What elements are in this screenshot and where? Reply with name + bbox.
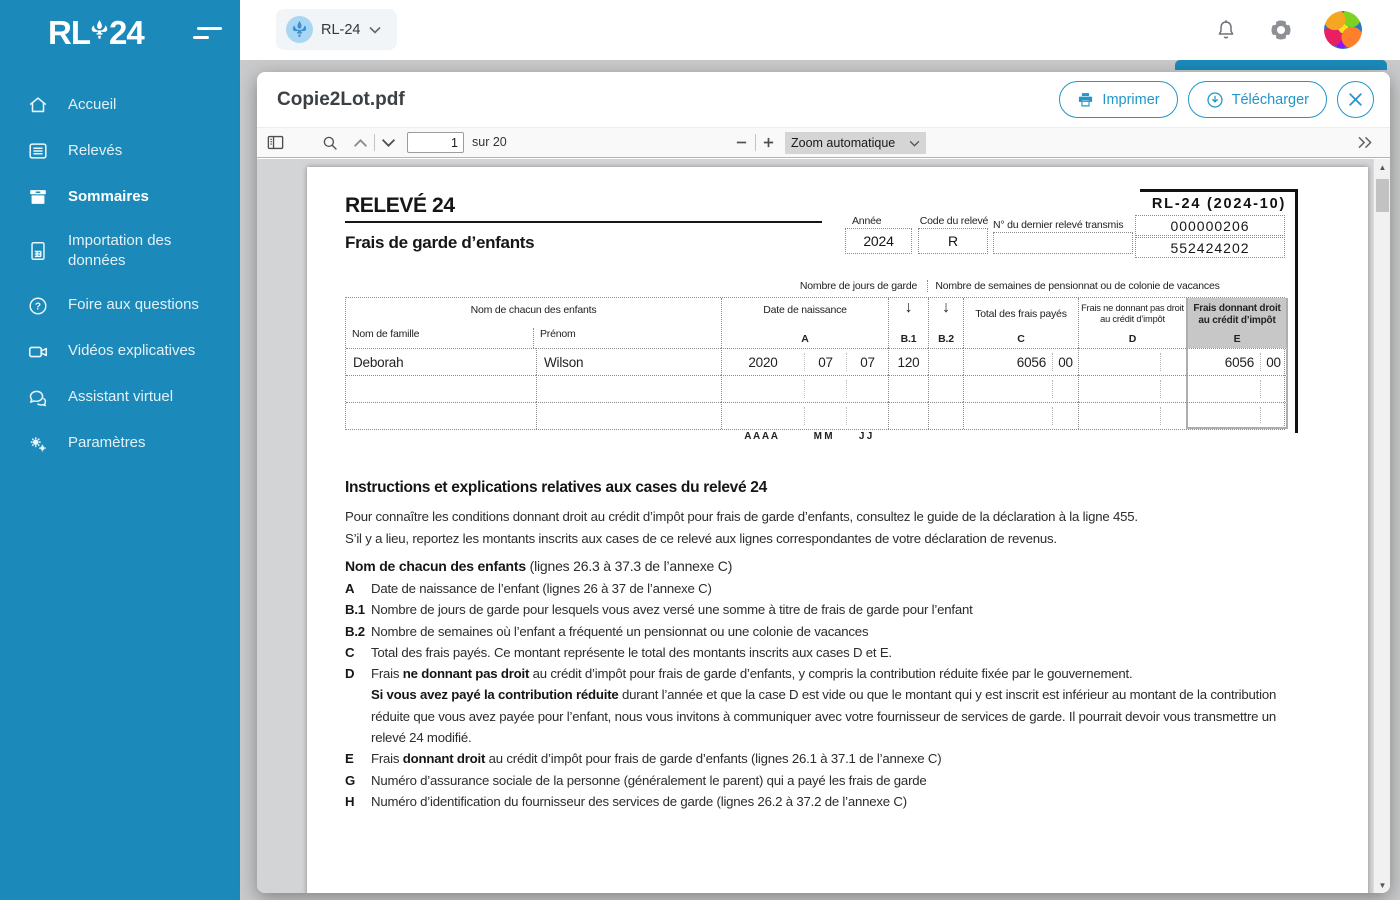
toolbar-more-tools-icon[interactable]: [1357, 128, 1374, 157]
instruction-item-a: A Date de naissance de l’enfant (lignes 26 à 37 de l’annexe C): [345, 581, 712, 596]
sidebar-item-label: Assistant virtuel: [68, 388, 174, 406]
zoom-level-label: Zoom automatique: [791, 136, 896, 150]
instructions-paragraph: S’il y a lieu, reportez les montants inscrits aux cases de ce relevé aux lignes correspondantes de votre déclaration de revenus.: [345, 530, 1057, 546]
sidebar-item-label: Importation des données: [68, 232, 172, 270]
sidebar-logo-row: [0, 0, 240, 58]
instruction-item-b1: B.1 Nombre de jours de garde pour lesquels vous avez versé une somme à titre de frais de garde pour l’enfant: [345, 602, 973, 618]
scroll-down-arrow-icon[interactable]: ▼: [1378, 880, 1387, 890]
instruction-item-c: C Total des frais payés. Ce montant représente le total des montants inscrits aux cases D et E.: [345, 644, 892, 660]
instruction-item-d: D Frais ne donnant pas droit au crédit d’impôt pour frais de garde d’enfants, y compris la contribution réduite fixée par le gouvernement.: [345, 666, 1133, 682]
fleur-de-lis-badge-icon: [286, 16, 313, 43]
instruction-item-d-note: Si vous avez payé la contribution réduite durant l’année et que la case D est vide ou que le montant qui y est inscrit est inférieur au montant de la contribution réduite que vous avez payée pour l’enfant, nous vous invitons à communiquer avec votre fournisseur de services de garde. Il pourrait devoir vous transmettre un relevé 24 modifié.: [371, 687, 1277, 746]
sidebar-toggle-button[interactable]: [193, 27, 222, 39]
chevron-down-icon: [369, 21, 381, 39]
chat-icon: [26, 386, 50, 410]
close-icon: [1348, 92, 1363, 107]
code-releve-label: Code du relevé: [919, 215, 989, 227]
table-row-empty: [346, 375, 1284, 402]
instructions-subheading: Nom de chacun des enfants (lignes 26.3 à 37.3 de l’annexe C): [345, 558, 733, 574]
app-logo: [48, 14, 144, 52]
cell-c-amount: 6056: [1016, 354, 1046, 370]
code-releve-value: R: [918, 228, 988, 254]
sidebar-item-importation[interactable]: [0, 220, 240, 283]
header-nom-famille: Nom de famille: [352, 328, 420, 340]
sidebar-item-accueil[interactable]: [0, 82, 240, 128]
instruction-item-e: E Frais donnant droit au crédit d’impôt pour frais de garde d’enfants (lignes 26.1 à 37.1 de l’annexe C): [345, 751, 942, 767]
instruction-item-b2: B.2 Nombre de semaines où l’enfant a fréquenté un pensionnat ou une colonie de vacances: [345, 623, 869, 639]
user-avatar[interactable]: [1324, 11, 1362, 49]
sidebar: [0, 0, 240, 900]
sidebar-item-sommaires[interactable]: [0, 174, 240, 220]
logo-text-right: 24: [109, 14, 144, 51]
legend-year: A A A A: [744, 431, 778, 442]
form-title: RELEVÉ 24: [345, 194, 822, 223]
dernier-releve-value: [993, 232, 1133, 254]
cell-date-yyyy: 2020: [748, 354, 778, 370]
pdf-viewport: [257, 159, 1390, 893]
sidebar-item-label: Foire aux questions: [68, 296, 199, 314]
printer-icon: [1077, 91, 1094, 108]
print-button-label: Imprimer: [1102, 91, 1160, 108]
cell-date-dd: 07: [846, 353, 888, 371]
zoom-out-icon[interactable]: [735, 128, 748, 157]
span-label-jours: Nombre de jours de garde: [799, 280, 918, 292]
obscured-page-element: [1175, 60, 1387, 70]
form-version: RL-24 (2024-10): [1151, 196, 1287, 212]
instructions-section: [345, 479, 1286, 812]
sidebar-item-label: Accueil: [68, 95, 117, 113]
chevron-down-icon: [909, 136, 920, 150]
page-count-label: sur 20: [472, 135, 507, 149]
legend-month: M M: [813, 431, 833, 442]
svg-text:?: ?: [34, 301, 42, 313]
download-button-label: Télécharger: [1231, 91, 1309, 108]
scroll-up-arrow-icon[interactable]: ▲: [1378, 162, 1387, 172]
toggle-sidebar-icon[interactable]: [266, 128, 285, 157]
close-modal-button[interactable]: [1337, 81, 1374, 118]
instruction-item-h: H Numéro d’identification du fournisseur des services de garde (lignes 26.2 à 37.2 de l’annexe C): [345, 793, 907, 809]
annee-value: 2024: [845, 228, 912, 254]
download-button[interactable]: [1188, 81, 1327, 118]
print-button[interactable]: [1059, 81, 1177, 118]
down-arrow-icon: ↓: [904, 299, 913, 316]
form-corner-line-right: [1295, 189, 1298, 433]
header-frais-non-admissibles: Frais ne donnant pas droit au crédit d’impôt: [1081, 303, 1184, 324]
pdf-viewer-modal: [257, 72, 1390, 893]
header-letter-b2: B.2: [938, 333, 954, 345]
search-icon[interactable]: [321, 128, 339, 157]
import-icon: [26, 239, 50, 263]
sidebar-item-label: Paramètres: [68, 434, 146, 452]
span-label-semaines: Nombre de semaines de pensionnat ou de colonie de vacances: [927, 280, 1227, 292]
cell-c-cents: 00: [1052, 353, 1078, 371]
modal-header: [257, 72, 1390, 128]
header-letter-d: D: [1128, 333, 1137, 345]
form-subtitle: Frais de garde d’enfants: [345, 233, 535, 252]
page-number-input[interactable]: [407, 132, 464, 153]
fleur-de-lis-icon: [91, 20, 108, 40]
document-title: Copie2Lot.pdf: [277, 88, 405, 110]
toolbar-separator: [374, 134, 375, 151]
toolbar-separator: [755, 134, 756, 151]
releve-table: [345, 297, 1285, 430]
home-icon: [26, 93, 50, 117]
sidebar-nav: [0, 82, 240, 467]
instruction-item-g: G Numéro d’assurance sociale de la personne (généralement le parent) qui a payé les frais de garde: [345, 772, 927, 788]
sidebar-item-parametres[interactable]: [0, 421, 240, 467]
cell-date-mm: 07: [804, 353, 846, 371]
header-letter-a: A: [801, 333, 809, 345]
help-lifebuoy-icon[interactable]: [1268, 17, 1294, 43]
legend-day: J J: [858, 431, 873, 442]
header-letter-e: E: [1233, 333, 1241, 345]
app-selector-dropdown[interactable]: [276, 9, 397, 50]
header-enfants: Nom de chacun des enfants: [470, 304, 597, 316]
app-selector-label: RL-24: [321, 21, 361, 38]
video-icon: [26, 340, 50, 364]
logo-text-left: RL: [48, 14, 90, 51]
sidebar-item-label: Relevés: [68, 141, 123, 159]
topbar: [240, 0, 1400, 60]
cell-d-cents: [1160, 353, 1186, 371]
releve-number-2: 552424202: [1135, 237, 1285, 258]
cell-nom-famille: Deborah: [346, 348, 536, 375]
sidebar-item-label: Vidéos explicatives: [68, 342, 196, 360]
question-icon: [26, 294, 50, 318]
next-page-icon[interactable]: [381, 128, 396, 157]
zoom-level-select[interactable]: [785, 132, 926, 154]
instructions-paragraph: Pour connaître les conditions donnant droit au crédit d’impôt pour frais de garde d’enfants, consultez le guide de la déclaration à la ligne 455.: [345, 509, 1138, 524]
archive-icon: [26, 185, 50, 209]
header-letter-c: C: [1017, 333, 1025, 345]
table-header-row: [346, 298, 1284, 348]
header-letter-b1: B.1: [900, 333, 917, 345]
releve-number-1: 000000206: [1135, 215, 1285, 236]
form-corner-line-top: [1140, 189, 1298, 192]
date-format-legend: [720, 431, 887, 442]
pdf-scrollbar[interactable]: [1373, 159, 1390, 893]
pdf-toolbar: [257, 128, 1390, 158]
header-date-naissance: Date de naissance: [763, 304, 847, 316]
cell-e-cents: 00: [1260, 353, 1286, 371]
sidebar-item-videos[interactable]: [0, 329, 240, 375]
dernier-releve-label: N° du dernier relevé transmis: [993, 219, 1124, 231]
sidebar-item-faq[interactable]: [0, 283, 240, 329]
sidebar-item-label: Sommaires: [68, 187, 149, 205]
download-icon: [1206, 91, 1224, 109]
notifications-bell-icon[interactable]: [1214, 18, 1238, 42]
table-row: [346, 348, 1284, 375]
header-prenom: Prénom: [533, 328, 721, 348]
list-icon: [26, 139, 50, 163]
cell-b1: 120: [897, 354, 920, 370]
header-total-frais: Total des frais payés: [975, 308, 1067, 320]
instructions-heading: Instructions et explications relatives aux cases du relevé 24: [345, 479, 767, 496]
previous-page-icon[interactable]: [353, 128, 368, 157]
table-row-empty: [346, 402, 1284, 429]
sidebar-item-assistant[interactable]: [0, 375, 240, 421]
header-frais-admissibles: Frais donnant droit au crédit d’impôt: [1193, 303, 1281, 326]
pdf-page: [307, 167, 1368, 893]
scrollbar-thumb[interactable]: [1376, 179, 1389, 212]
sidebar-item-releves[interactable]: [0, 128, 240, 174]
cell-e-amount: 6056: [1224, 354, 1254, 370]
annee-label: Année: [852, 215, 882, 227]
zoom-in-icon[interactable]: [762, 128, 775, 157]
down-arrow-icon: ↓: [942, 299, 950, 316]
gears-icon: [26, 432, 50, 456]
cell-prenom: Wilson: [536, 348, 721, 375]
